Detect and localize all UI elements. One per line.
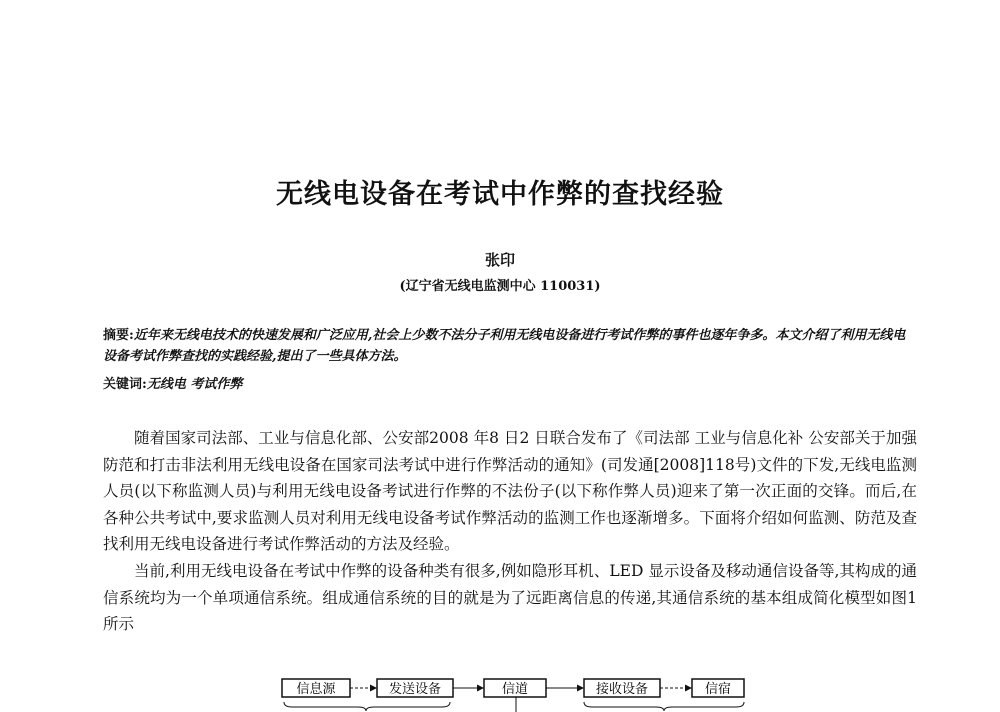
abstract-label: 摘要: [103, 328, 134, 343]
paper-author: 张印 [484, 251, 515, 269]
abstract-block [103, 325, 917, 367]
communication-model-diagram [270, 676, 750, 712]
keywords-text: 无线电 考试作弊 [146, 377, 243, 392]
body-text [103, 425, 917, 638]
diagram-svg [270, 676, 750, 712]
diagram-brace-right [584, 702, 664, 711]
diagram-node-label: 发送设备 [388, 682, 442, 697]
abstract-text: 近年来无线电技术的快速发展和广泛应用,社会上少数不法分子利用无线电设备进行考试作弊的事件也逐年争多。本文介绍了利用无线电设备考试作弊查找的实践经验,提出了一些具体方法。 [103, 328, 906, 364]
keywords-label: 关键词: [103, 377, 147, 392]
keywords-block [103, 373, 917, 392]
diagram-node-label: 信息源 [296, 682, 336, 697]
diagram-brace-right-2 [664, 702, 744, 711]
diagram-brace-left-2 [366, 702, 450, 711]
paper-title: 无线电设备在考试中作弊的查找经验 [276, 179, 724, 210]
diagram-node-label: 信道 [501, 682, 529, 697]
diagram-node-label: 接收设备 [595, 682, 649, 697]
body-paragraph-2: 当前,利用无线电设备在考试中作弊的设备种类有很多,例如隐形耳机、LED 显示设备及移动通信设备等,其构成的通信系统均为一个单项通信系统。组成通信系统的目的就是为了远距离信息的传递,其通信系统的基本组成简化模型如图1 所示 [103, 561, 917, 634]
diagram-brace-left [284, 702, 366, 711]
body-paragraph-1: 随着国家司法部、工业与信息化部、公安部2008 年8 日2 日联合发布了《司法部 工业与信息化补 公安部关于加强防范和打击非法利用无线电设备在国家司法考试中进行作弊活动的通知》(司发通[2008]118号)文件的下发,无线电监测人员(以下称监测人员)与利用无线电设备考试进行作弊的不法份子(以下称作弊人员)迎来了第一次正面的交锋。而后,在各种公共考试中,要求监测人员对利用无线电设备考试作弊活动的监测工作也逐渐增多。下面将介绍如何监测、防范及查找利用无线电设备进行考试作弊活动的方法及经验。 [103, 429, 917, 554]
paper-affiliation: (辽宁省无线电监测中心 110031) [399, 279, 601, 294]
diagram-node-label: 信宿 [704, 682, 732, 697]
